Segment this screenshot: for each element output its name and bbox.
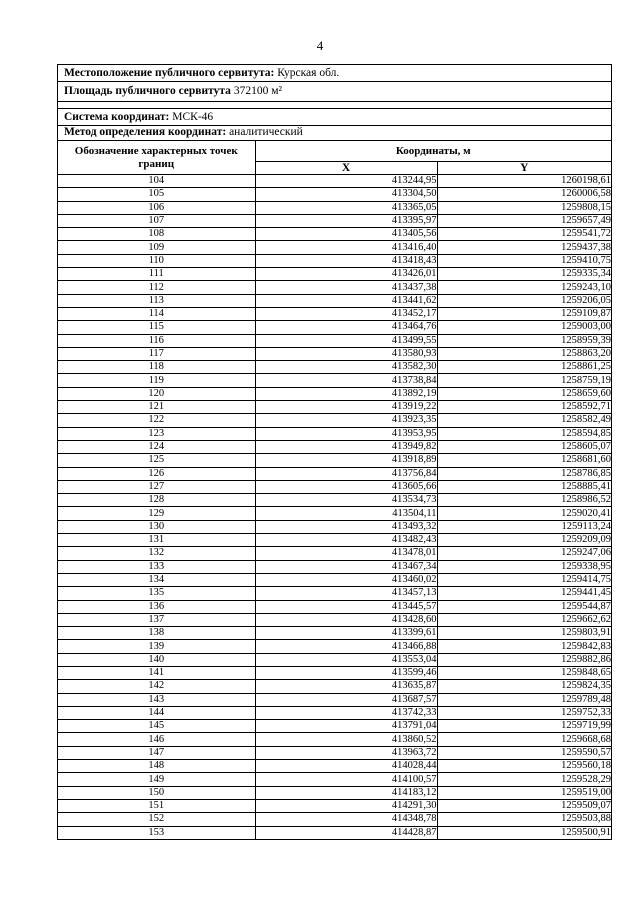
x-cell: 413493,32 — [255, 520, 437, 533]
point-cell: 137 — [58, 613, 255, 626]
y-cell: 1258863,20 — [437, 347, 611, 360]
point-cell: 129 — [58, 507, 255, 520]
point-cell: 138 — [58, 627, 255, 640]
table-row — [58, 494, 611, 507]
x-cell: 413504,11 — [255, 507, 437, 520]
point-cell: 148 — [58, 760, 255, 773]
point-cell: 117 — [58, 347, 255, 360]
table-row — [58, 334, 611, 347]
point-cell: 110 — [58, 254, 255, 267]
table-row — [58, 627, 611, 640]
table-row — [58, 201, 611, 214]
table-row — [58, 294, 611, 307]
x-cell: 413395,97 — [255, 214, 437, 227]
table-row — [58, 786, 611, 799]
table-row — [58, 826, 611, 839]
x-cell: 413534,73 — [255, 494, 437, 507]
y-cell: 1259003,00 — [437, 321, 611, 334]
point-cell: 118 — [58, 361, 255, 374]
point-cell: 134 — [58, 573, 255, 586]
x-cell: 414348,78 — [255, 813, 437, 826]
x-cell: 413426,01 — [255, 268, 437, 281]
point-cell: 112 — [58, 281, 255, 294]
x-cell: 413457,13 — [255, 587, 437, 600]
y-cell: 1259519,00 — [437, 786, 611, 799]
y-cell: 1259206,05 — [437, 294, 611, 307]
point-cell: 132 — [58, 547, 255, 560]
coordinates-table — [58, 141, 611, 839]
x-cell: 413464,76 — [255, 321, 437, 334]
table-row — [58, 573, 611, 586]
x-cell: 414183,12 — [255, 786, 437, 799]
y-column-header: Y — [437, 162, 611, 175]
x-cell: 413437,38 — [255, 281, 437, 294]
table-row — [58, 387, 611, 400]
point-cell: 120 — [58, 387, 255, 400]
y-cell: 1258594,85 — [437, 427, 611, 440]
table-row — [58, 321, 611, 334]
y-cell: 1259437,38 — [437, 241, 611, 254]
table-row — [58, 268, 611, 281]
table-row — [58, 534, 611, 547]
area-row — [58, 82, 611, 102]
point-cell: 133 — [58, 560, 255, 573]
point-column-header: Обозначение характерных точек границ — [58, 141, 255, 175]
y-cell: 1259560,18 — [437, 760, 611, 773]
table-row — [58, 361, 611, 374]
table-row — [58, 307, 611, 320]
y-cell: 1258592,71 — [437, 401, 611, 414]
x-cell: 413923,35 — [255, 414, 437, 427]
y-cell: 1259824,35 — [437, 680, 611, 693]
y-cell: 1259109,87 — [437, 307, 611, 320]
point-cell: 147 — [58, 746, 255, 759]
y-cell: 1258605,07 — [437, 440, 611, 453]
table-row — [58, 587, 611, 600]
x-cell: 413466,88 — [255, 640, 437, 653]
table-row — [58, 281, 611, 294]
page-number: 4 — [316, 38, 324, 53]
y-cell: 1260006,58 — [437, 188, 611, 201]
x-cell: 413580,93 — [255, 347, 437, 360]
point-cell: 105 — [58, 188, 255, 201]
y-cell: 1258861,25 — [437, 361, 611, 374]
table-row — [58, 693, 611, 706]
y-cell: 1259113,24 — [437, 520, 611, 533]
x-cell: 413441,62 — [255, 294, 437, 307]
x-cell: 413365,05 — [255, 201, 437, 214]
point-cell: 143 — [58, 693, 255, 706]
x-cell: 413738,84 — [255, 374, 437, 387]
point-cell: 144 — [58, 706, 255, 719]
point-cell: 127 — [58, 480, 255, 493]
x-cell: 414428,87 — [255, 826, 437, 839]
servitude-coordinates-sheet — [57, 64, 612, 840]
point-cell: 115 — [58, 321, 255, 334]
table-row — [58, 520, 611, 533]
coordinate-system-label: Система координат: — [64, 111, 170, 123]
spacer-row — [58, 102, 611, 109]
x-cell: 413742,33 — [255, 706, 437, 719]
point-cell: 116 — [58, 334, 255, 347]
x-cell: 413399,61 — [255, 627, 437, 640]
coordinate-system-value: МСК-46 — [169, 111, 214, 123]
y-cell: 1259803,91 — [437, 627, 611, 640]
y-cell: 1259509,07 — [437, 799, 611, 812]
table-row — [58, 401, 611, 414]
y-cell: 1258681,60 — [437, 454, 611, 467]
x-cell: 413478,01 — [255, 547, 437, 560]
point-cell: 130 — [58, 520, 255, 533]
table-row — [58, 680, 611, 693]
point-cell: 131 — [58, 534, 255, 547]
y-cell: 1259789,48 — [437, 693, 611, 706]
point-cell: 152 — [58, 813, 255, 826]
table-row — [58, 773, 611, 786]
y-cell: 1259243,10 — [437, 281, 611, 294]
table-row — [58, 454, 611, 467]
point-cell: 153 — [58, 826, 255, 839]
y-cell: 1259719,99 — [437, 720, 611, 733]
area-label: Площадь публичного сервитута — [64, 85, 231, 97]
x-cell: 413482,43 — [255, 534, 437, 547]
x-cell: 413244,95 — [255, 175, 437, 188]
point-cell: 107 — [58, 214, 255, 227]
method-row — [58, 126, 611, 141]
x-cell: 413635,87 — [255, 680, 437, 693]
y-cell: 1259247,06 — [437, 547, 611, 560]
point-cell: 141 — [58, 666, 255, 679]
table-row — [58, 640, 611, 653]
x-cell: 413418,43 — [255, 254, 437, 267]
point-cell: 149 — [58, 773, 255, 786]
y-cell: 1259414,75 — [437, 573, 611, 586]
table-row — [58, 175, 611, 188]
table-row — [58, 414, 611, 427]
y-cell: 1258659,60 — [437, 387, 611, 400]
table-row — [58, 600, 611, 613]
y-cell: 1258759,19 — [437, 374, 611, 387]
x-cell: 413428,60 — [255, 613, 437, 626]
point-cell: 150 — [58, 786, 255, 799]
point-cell: 135 — [58, 587, 255, 600]
table-row — [58, 374, 611, 387]
y-cell: 1258885,41 — [437, 480, 611, 493]
point-cell: 128 — [58, 494, 255, 507]
y-cell: 1258959,39 — [437, 334, 611, 347]
y-cell: 1259842,83 — [437, 640, 611, 653]
x-cell: 413892,19 — [255, 387, 437, 400]
x-cell: 413687,57 — [255, 693, 437, 706]
y-cell: 1259752,33 — [437, 706, 611, 719]
method-value: аналитический — [226, 126, 303, 138]
table-row — [58, 720, 611, 733]
point-cell: 140 — [58, 653, 255, 666]
x-cell: 413416,40 — [255, 241, 437, 254]
point-cell: 142 — [58, 680, 255, 693]
table-row — [58, 467, 611, 480]
y-cell: 1259209,09 — [437, 534, 611, 547]
table-row — [58, 666, 611, 679]
x-cell: 413953,95 — [255, 427, 437, 440]
y-cell: 1259528,29 — [437, 773, 611, 786]
table-row — [58, 547, 611, 560]
y-cell: 1258986,52 — [437, 494, 611, 507]
coordinate-system-row — [58, 109, 611, 126]
point-cell: 151 — [58, 799, 255, 812]
y-cell: 1259808,15 — [437, 201, 611, 214]
x-cell: 413791,04 — [255, 720, 437, 733]
table-row — [58, 706, 611, 719]
table-row — [58, 507, 611, 520]
x-cell: 413919,22 — [255, 401, 437, 414]
point-cell: 146 — [58, 733, 255, 746]
table-row — [58, 214, 611, 227]
x-cell: 413582,30 — [255, 361, 437, 374]
location-label: Местоположение публичного сервитута: — [64, 67, 275, 79]
point-cell: 108 — [58, 228, 255, 241]
point-cell: 139 — [58, 640, 255, 653]
point-cell: 109 — [58, 241, 255, 254]
point-cell: 104 — [58, 175, 255, 188]
table-row — [58, 813, 611, 826]
x-cell: 413860,52 — [255, 733, 437, 746]
y-cell: 1259662,62 — [437, 613, 611, 626]
y-cell: 1259020,41 — [437, 507, 611, 520]
table-row — [58, 613, 611, 626]
table-row — [58, 228, 611, 241]
y-cell: 1259668,68 — [437, 733, 611, 746]
y-cell: 1259882,86 — [437, 653, 611, 666]
y-cell: 1259500,91 — [437, 826, 611, 839]
x-cell: 413467,34 — [255, 560, 437, 573]
y-cell: 1259335,34 — [437, 268, 611, 281]
point-cell: 114 — [58, 307, 255, 320]
point-cell: 125 — [58, 454, 255, 467]
y-cell: 1259338,95 — [437, 560, 611, 573]
point-cell: 111 — [58, 268, 255, 281]
x-column-header: X — [255, 162, 437, 175]
y-cell: 1259441,45 — [437, 587, 611, 600]
table-row — [58, 733, 611, 746]
table-row — [58, 254, 611, 267]
x-cell: 414100,57 — [255, 773, 437, 786]
table-row — [58, 560, 611, 573]
table-row — [58, 760, 611, 773]
point-cell: 113 — [58, 294, 255, 307]
table-row — [58, 188, 611, 201]
table-row — [58, 241, 611, 254]
point-cell: 119 — [58, 374, 255, 387]
y-cell: 1259848,65 — [437, 666, 611, 679]
x-cell: 413756,84 — [255, 467, 437, 480]
y-cell: 1258786,85 — [437, 467, 611, 480]
point-cell: 122 — [58, 414, 255, 427]
point-cell: 145 — [58, 720, 255, 733]
x-cell: 413452,17 — [255, 307, 437, 320]
table-row — [58, 653, 611, 666]
y-cell: 1259657,49 — [437, 214, 611, 227]
point-cell: 121 — [58, 401, 255, 414]
x-cell: 413553,04 — [255, 653, 437, 666]
x-cell: 413949,82 — [255, 440, 437, 453]
coordinates-group-header: Координаты, м — [255, 141, 611, 162]
point-cell: 136 — [58, 600, 255, 613]
method-label: Метод определения координат: — [64, 126, 227, 138]
x-cell: 413304,50 — [255, 188, 437, 201]
point-cell: 124 — [58, 440, 255, 453]
table-row — [58, 347, 611, 360]
y-cell: 1258582,49 — [437, 414, 611, 427]
y-cell: 1259410,75 — [437, 254, 611, 267]
area-value: 372100 м² — [230, 85, 282, 97]
table-row — [58, 799, 611, 812]
x-cell: 413460,02 — [255, 573, 437, 586]
y-cell: 1259503,88 — [437, 813, 611, 826]
table-row — [58, 440, 611, 453]
y-cell: 1259541,72 — [437, 228, 611, 241]
x-cell: 414291,30 — [255, 799, 437, 812]
y-cell: 1260198,61 — [437, 175, 611, 188]
point-cell: 106 — [58, 201, 255, 214]
x-cell: 414028,44 — [255, 760, 437, 773]
y-cell: 1259544,87 — [437, 600, 611, 613]
point-cell: 126 — [58, 467, 255, 480]
location-row — [58, 65, 611, 82]
x-cell: 413599,46 — [255, 666, 437, 679]
table-row — [58, 427, 611, 440]
x-cell: 413499,55 — [255, 334, 437, 347]
y-cell: 1259590,57 — [437, 746, 611, 759]
x-cell: 413918,89 — [255, 454, 437, 467]
table-row — [58, 480, 611, 493]
x-cell: 413605,66 — [255, 480, 437, 493]
x-cell: 413405,56 — [255, 228, 437, 241]
table-row — [58, 746, 611, 759]
x-cell: 413445,57 — [255, 600, 437, 613]
location-value: Курская обл. — [274, 67, 340, 79]
point-cell: 123 — [58, 427, 255, 440]
x-cell: 413963,72 — [255, 746, 437, 759]
